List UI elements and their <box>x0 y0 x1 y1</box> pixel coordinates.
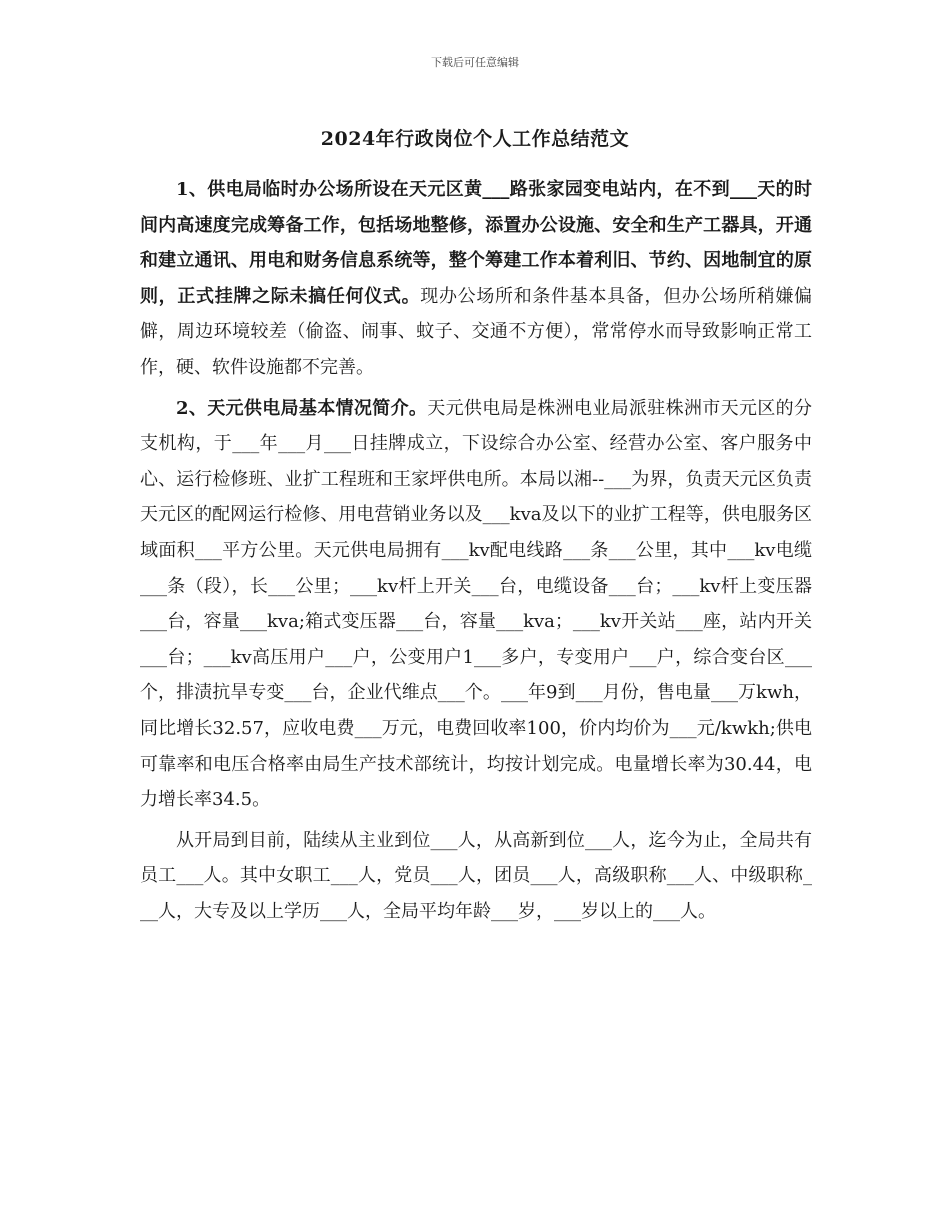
paragraph-3-text: 从开局到目前，陆续从主业到位___人，从高新到位___人，迄今为止，全局共有员工___人。其中女职工___人，党员___人，团员___人，高级职称___人、中级职称___人，大专及以上学历___人，全局平均年龄___岁，___岁以上的___人。 <box>140 829 812 922</box>
paragraph-1-bold-text: 1、供电局临时办公场所设在天元区黄___路张家园变电站内，在不到___天的时间内高速度完成筹备工作，包括场地整修，添置办公设施、安全和生产工器具，开通和建立通讯、用电和财务信息系统等，整个筹建工作本着利旧、节约、因地制宜的原则，正式挂牌之际未搞任何仪式。 <box>140 179 812 307</box>
paragraph-3 <box>140 823 812 930</box>
paragraph-1-text: 现办公场所和条件基本具备，但办公场所稍嫌偏僻，周边环境较差（偷盗、闹事、蚊子、交通不方便），常常停水而导致影响正常工作，硬、软件设施都不完善。 <box>140 285 813 378</box>
document-title: 2024年行政岗位个人工作总结范文 <box>320 128 630 150</box>
page-header-note: 下载后可任意编辑 <box>431 56 519 69</box>
paragraph-1 <box>140 172 812 386</box>
document-body <box>140 172 812 934</box>
paragraph-2 <box>140 391 812 818</box>
paragraph-2-bold-text: 2、天元供电局基本情况简介。 <box>176 397 428 419</box>
paragraph-2-text: 天元供电局是株洲电业局派驻株洲市天元区的分支机构，于___年___月___日挂牌成立，下设综合办公室、经营办公室、客户服务中心、运行检修班、业扩工程班和王家坪供电所。本局以湘--___为界，负责天元区负责天元区的配网运行检修、用电营销业务以及___kva及以下的业扩工程等，供电服务区域面积___平方公里。天元供电局拥有___kv配电线路___条___公里，其中___kv电缆___条（段），长___公里；___kv杆上开关___台，电缆设备___台；___kv杆上变压器___台，容量___kva;箱式变压器___台，容量___kva；___kv开关站___座，站内开关___台；___kv高压用户___户，公变用户1___多户，专变用户___户，综合变台区___个，排渍抗旱专变___台，企业代维点___个。___年9到___月份，售电量___万kwh，同比增长32.57，应收电费___万元，电费回收率100，价内均价为___元/kwkh;供电可靠率和电压合格率由局生产技术部统计，均按计划完成。电量增长率为30.44，电力增长率34.5。 <box>140 397 812 811</box>
